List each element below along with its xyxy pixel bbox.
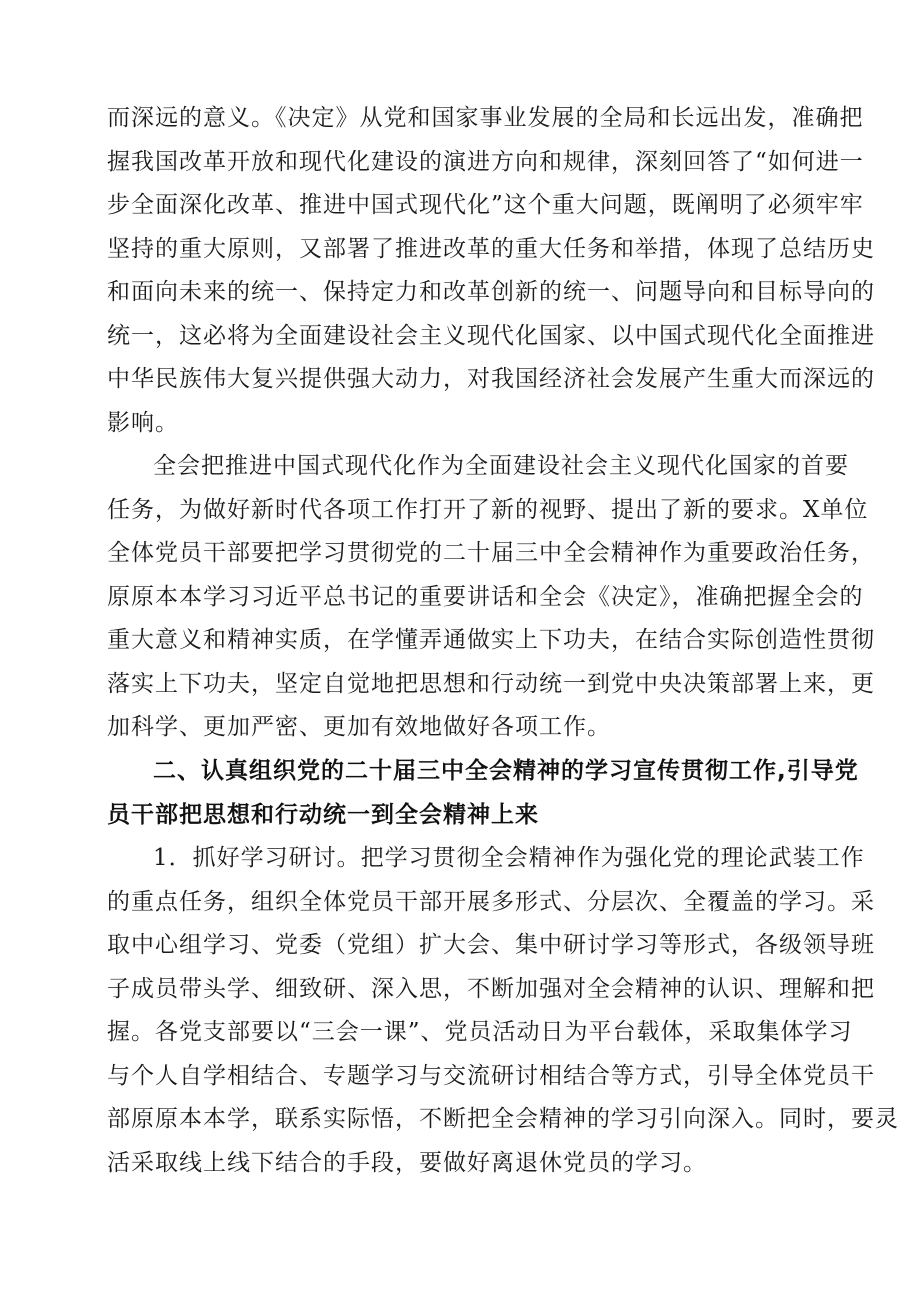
text-line: 握我国改革开放和现代化建设的演进方向和规律，深刻回答了“如何进一 — [107, 148, 864, 175]
paragraph-tasks — [107, 445, 875, 750]
paragraph-significance — [107, 97, 875, 445]
text-line: 全体党员干部要把学习贯彻党的二十届三中全会精神作为重要政治任务， — [107, 540, 875, 566]
text-line: 部原原本本学，联系实际悟，不断把全会精神的学习引向深入。同时，要灵 — [107, 1106, 899, 1132]
text-line: 活采取线上线下结合的手段，要做好离退休党员的学习。 — [107, 1149, 707, 1176]
text-line: 落实上下功夫，坚定自觉地把思想和行动统一到党中央决策部署上来，更 — [107, 670, 875, 697]
text-line: 全会把推进中国式现代化作为全面建设社会主义现代化国家的首要 — [153, 453, 849, 479]
text-line: 而深远的意义。《决定》从党和国家事业发展的全局和长远出发，准确把 — [107, 105, 864, 131]
text-line: 步全面深化改革、推进中国式现代化”这个重大问题，既阐明了必须牢牢 — [107, 192, 864, 218]
paragraph-study — [107, 837, 899, 1185]
text-line: 中华民族伟大复兴提供强大动力，对我国经济社会发展产生重大而深远的 — [107, 366, 875, 392]
text-line: 子成员带头学、细致研、深入思，不断加强对全会精神的认识、理解和把 — [107, 975, 875, 1002]
section-heading — [107, 750, 859, 837]
text-line: 握。各党支部要以“三会一课”、党员活动日为平台载体，采取集体学习 — [107, 1019, 853, 1045]
text-line: 与个人自学相结合、专题学习与交流研讨相结合等方式，引导全体党员干 — [107, 1062, 875, 1089]
text-line: 重大意义和精神实质，在学懂弄通做实上下功夫，在结合实际创造性贯彻 — [107, 627, 875, 653]
text-line: 取中心组学习、党委（党组）扩大会、集中研讨学习等形式，各级领导班 — [107, 932, 875, 958]
text-line: 加科学、更加严密、更加有效地做好各项工作。 — [107, 714, 611, 740]
heading-line: 员干部把思想和行动统一到全会精神上来 — [107, 801, 539, 828]
text-line: 任务，为做好新时代各项工作打开了新的视野、提出了新的要求。X单位 — [107, 496, 869, 523]
text-line: 的重点任务，组织全体党员干部开展多形式、分层次、全覆盖的学习。采 — [107, 888, 875, 915]
text-line: 统一，这必将为全面建设社会主义现代化国家、以中国式现代化全面推进 — [107, 322, 875, 349]
text-line: 原原本本学习习近平总书记的重要讲话和全会《决定》，准确把握全会的 — [107, 583, 864, 610]
heading-line: 二、认真组织党的二十届三中全会精神的学习宣传贯彻工作,引导党 — [153, 758, 859, 784]
text-line: 坚持的重大原则，又部署了推进改革的重大任务和举措，体现了总结历史 — [107, 235, 875, 262]
text-line: 1．抓好学习研讨。把学习贯彻全会精神作为强化党的理论武装工作 — [153, 845, 865, 871]
text-line: 影响。 — [107, 409, 179, 436]
text-line: 和面向未来的统一、保持定力和改革创新的统一、问题导向和目标导向的 — [107, 279, 875, 305]
